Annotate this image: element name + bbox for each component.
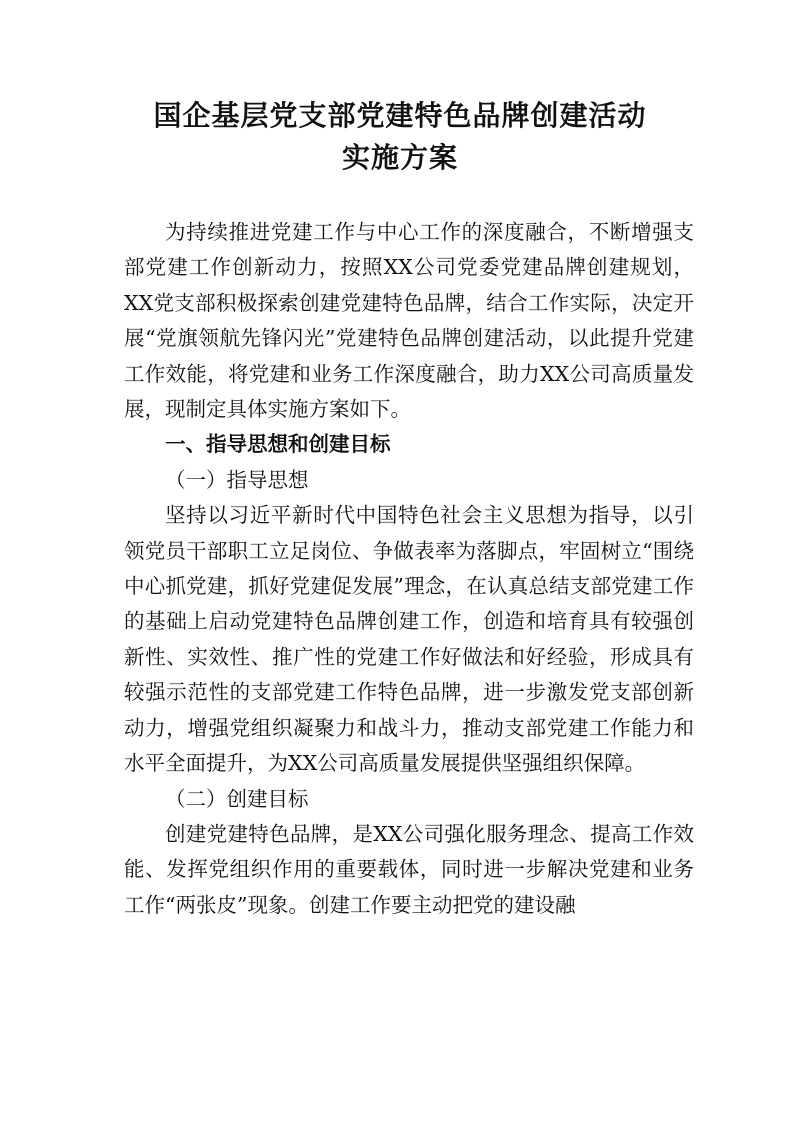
subsection-2-paragraph: 创建党建特色品牌，是XX公司强化服务理念、提高工作效能、发挥党组织作用的重要载体，同时进一步解决党建和业务工作“两张皮”现象。创建工作要主动把党的建设融 [124,821,694,917]
subsection-1-paragraph: 坚持以习近平新时代中国特色社会主义思想为指导，以引领党员干部职工立足岗位、争做表率为落脚点，牢固树立“围绕中心抓党建，抓好党建促发展”理念，在认真总结支部党建工作的基础上启动党建特色品牌创建工作，创造和培育具有较强创新性、实效性、推广性的党建工作好做法和好经验，形成具有较强示范性的支部党建工作特色品牌，进一步激发党支部创新动力，增强党组织凝聚力和战斗力，推动支部党建工作能力和水平全面提升，为XX公司高质量发展提供坚强组织保障。 [124,503,694,776]
subsection-1-heading: （一）指导思想 [165,467,309,492]
document-title-line-2: 实施方案 [341,141,458,174]
intro-paragraph: 为持续推进党建工作与中心工作的深度融合，不断增强支部党建工作创新动力，按照XX公司党委党建品牌创建规划，XX党支部积极探索创建党建特色品牌，结合工作实际，决定开展“党旗领航先锋闪光”党建特色品牌创建活动，以此提升党建工作效能，将党建和业务工作深度融合，助力XX公司高质量发展，现制定具体实施方案如下。 [124,220,694,422]
subsection-2-heading: （二）创建目标 [165,786,309,811]
document-body [124,215,694,923]
document-title-line-1: 国企基层党支部党建特色品牌创建活动 [153,99,647,132]
section-1-heading: 一、指导思想和创建目标 [165,432,391,457]
